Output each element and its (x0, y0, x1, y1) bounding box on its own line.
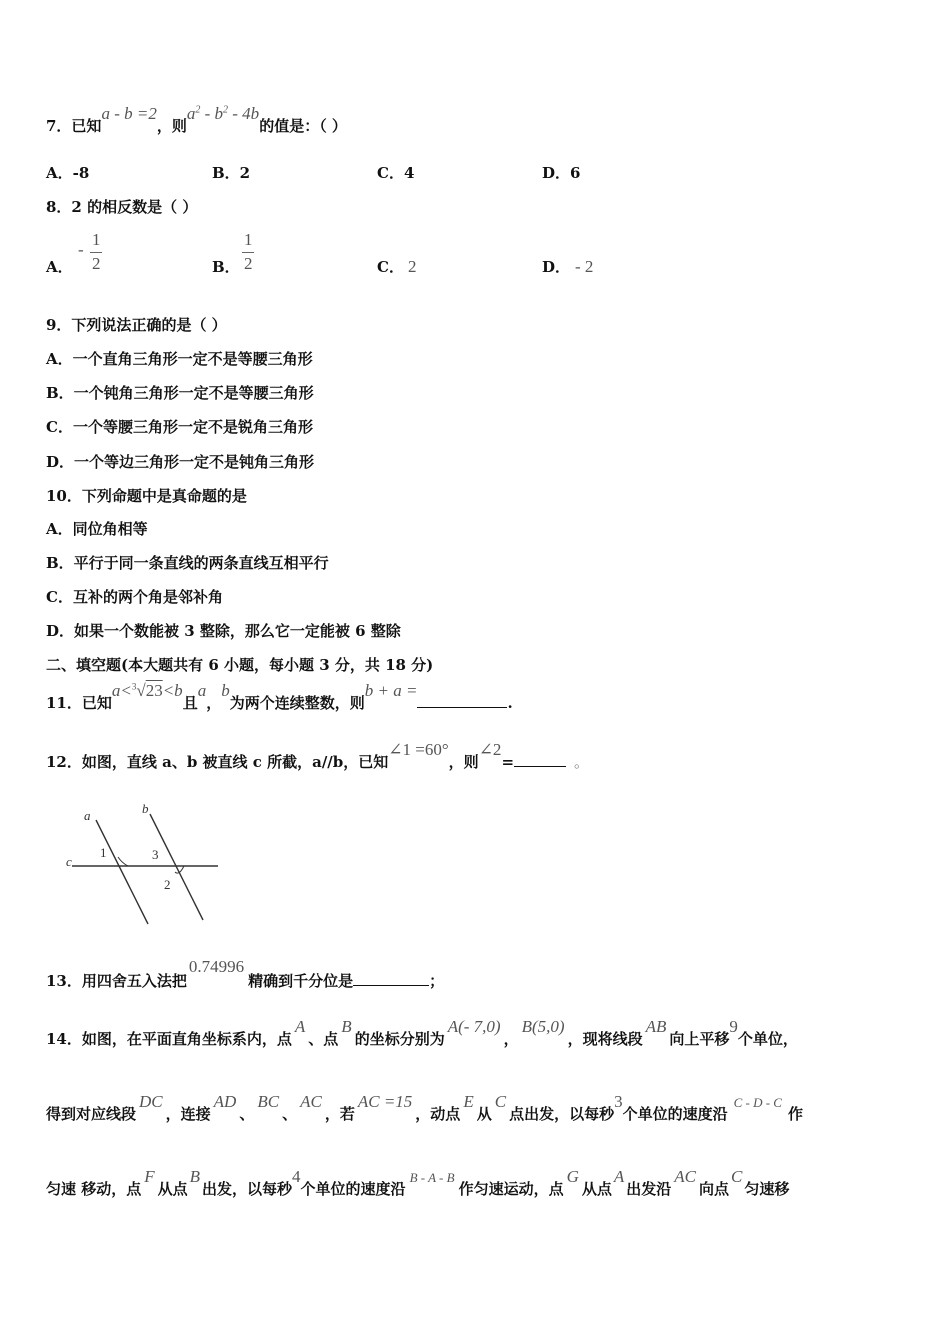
q8-a-sign: - (78, 240, 84, 259)
q14-nine: 9 (729, 1017, 738, 1036)
q7-expression (187, 104, 259, 123)
q14-l3-p6: 从点 (581, 1180, 612, 1198)
q7-suffix: 的值是：（ ） (259, 117, 347, 135)
q10-option-b: B．平行于同一条直线的两条直线互相平行 (46, 554, 329, 572)
q8-a-fraction-bar (90, 252, 102, 253)
q14-path-bab: B - A - B (409, 1170, 455, 1185)
q12-angle2: ∠2 (478, 740, 502, 759)
q11-ineq-b: <b (162, 681, 183, 700)
q14-line1 (46, 1017, 798, 1049)
q14-point-c: C (494, 1092, 507, 1111)
q11-and: 且 (182, 694, 198, 712)
q7-option-c: C．4 (377, 164, 415, 182)
q13-prefix: 13．用四舍五入法把 (46, 972, 187, 990)
q8-b-fraction-bar (242, 252, 254, 253)
q14-l2-p6: 点出发，以每秒 (509, 1105, 615, 1123)
q11-var-b: b (221, 681, 230, 700)
q8-option-d-value: - 2 (575, 257, 594, 276)
q8-b-denominator: 2 (244, 254, 253, 273)
q10-option-a: A．同位角相等 (46, 520, 148, 538)
q9-option-c: C．一个等腰三角形一定不是锐角三角形 (46, 418, 313, 436)
q14-comma: ， (503, 1030, 519, 1048)
q12-parallel-lines-figure (62, 800, 222, 928)
q14-point-e: E (463, 1092, 474, 1111)
q9-option-a: A．一个直角三角形一定不是等腰三角形 (46, 350, 313, 368)
label-b: b (142, 801, 149, 816)
q14-segment-ac-2: AC (674, 1167, 697, 1186)
q7-expr-sup1: 2 (195, 104, 201, 116)
q8-b-numerator: 1 (244, 230, 253, 249)
q13-answer-blank[interactable] (353, 971, 429, 986)
label-3: 3 (152, 847, 159, 862)
q14-line2 (46, 1092, 803, 1124)
q14-l2-p1: 得到对应线段 (46, 1105, 137, 1123)
q11-comma: ， (206, 694, 222, 712)
q7-condition: a - b =2 (101, 104, 157, 123)
q7-expr-sup2: 2 (223, 104, 229, 116)
q9-option-d: D．一个等边三角形一定不是钝角三角形 (46, 453, 315, 471)
line-b (150, 814, 203, 920)
q13-end: ； (429, 972, 445, 990)
q14-l3-p8: 向点 (699, 1180, 730, 1198)
q14-l3-p7: 出发沿 (626, 1180, 672, 1198)
q14-three: 3 (614, 1092, 623, 1111)
q8-option-c-value: 2 (408, 257, 417, 276)
q11-prefix: 11．已知 (46, 694, 112, 712)
q14-l2-p8: 作 (787, 1105, 803, 1123)
q12-end: 。 (574, 753, 590, 771)
q14-l3-p2: 从点 (157, 1180, 188, 1198)
q7-mid: ，则 (156, 117, 187, 135)
q14-four: 4 (292, 1167, 301, 1186)
q14-point-f: F (144, 1167, 155, 1186)
q12-prefix: 12．如图，直线 a、b 被直线 c 所截，a//b，已知 (46, 753, 389, 771)
label-1: 1 (100, 845, 107, 860)
q13-number: 0.74996 (188, 957, 245, 976)
q11-var-a: a (197, 681, 207, 700)
q14-l1-p3: ，现将线段 (567, 1030, 643, 1048)
q14-l2-p5: 从 (476, 1105, 492, 1123)
q11-mid: 为两个连续整数，则 (229, 694, 365, 712)
q12-answer-blank[interactable] (514, 752, 566, 767)
q7-expr-a: a (186, 104, 196, 123)
q12-angle1: ∠1 =60° (388, 740, 449, 759)
q11-end: . (507, 694, 513, 712)
q7-prefix: 7．已知 (46, 117, 102, 135)
q14-segment-ab: AB (645, 1017, 667, 1036)
q7-option-d: D．6 (542, 164, 581, 182)
q14-dun2: 、 (282, 1105, 298, 1123)
q14-l3-p4: 个单位的速度沿 (300, 1180, 406, 1198)
q14-l3-p1: 匀速 移动，点 (46, 1180, 142, 1198)
q14-segment-bc: BC (257, 1092, 280, 1111)
q14-l1-p1: 14．如图，在平面直角坐标系内，点 (46, 1030, 292, 1048)
q14-coord-b: B(5,0) (521, 1017, 565, 1036)
q11-answer-blank[interactable] (417, 693, 507, 708)
q13-suffix: 精确到千分位是 (248, 972, 354, 990)
q14-l1-p4: 向上平移 (669, 1030, 730, 1048)
q11-radicand: 23 (145, 681, 163, 700)
q8-a-numerator: 1 (92, 230, 101, 249)
q14-segment-dc: DC (139, 1092, 163, 1111)
q12-mid: ，则 (448, 753, 479, 771)
q8-stem: 8．2 的相反数是（ ） (46, 198, 198, 216)
q13-line (46, 957, 445, 991)
q14-l1-p5: 个单位， (737, 1030, 798, 1048)
q14-ac-length: AC =15 (357, 1092, 413, 1111)
q11-expression: b + a = (364, 681, 418, 700)
q7-option-b: B．2 (212, 164, 251, 182)
q14-l3-p9: 匀速移 (744, 1180, 790, 1198)
q11-line (46, 681, 513, 713)
q14-coord-a: A(- 7,0) (447, 1017, 501, 1036)
section2-heading: 二、填空题(本大题共有 6 小题，每小题 3 分，共 18 分) (46, 656, 434, 674)
angle1-arc (118, 857, 128, 866)
q14-segment-ac: AC (300, 1092, 322, 1111)
q8-option-a-label: A． (46, 258, 73, 276)
q14-l1-p2: 的坐标分别为 (354, 1030, 445, 1048)
q14-point-b-2: B (189, 1167, 201, 1186)
q14-line3 (46, 1167, 790, 1199)
q14-l3-p3: 出发，以每秒 (202, 1180, 293, 1198)
q12-eq: = (501, 753, 515, 771)
q14-l2-p2: ，连接 (165, 1105, 211, 1123)
q11-ineq-a: a< (111, 681, 132, 700)
q14-segment-ad: AD (213, 1092, 237, 1111)
q7-expr-c: - 4b (228, 104, 260, 123)
q7-expr-b: - b (200, 104, 224, 123)
q10-stem: 10．下列命题中是真命题的是 (46, 487, 247, 505)
q7-line (46, 104, 347, 136)
q14-l1-sep: 、点 (308, 1030, 339, 1048)
label-c: c (66, 854, 72, 869)
q14-dun1: 、 (239, 1105, 255, 1123)
q14-point-b: B (341, 1017, 352, 1036)
q14-l3-p5: 作匀速运动，点 (458, 1180, 564, 1198)
label-2: 2 (164, 877, 171, 892)
q7-option-a: A．-8 (46, 164, 90, 182)
q14-point-a-2: A (613, 1167, 625, 1186)
q14-point-c-2: C (731, 1167, 743, 1186)
q11-root-index: 3 (131, 681, 137, 692)
q12-line (46, 740, 590, 772)
q14-path-cdc: C - D - C (733, 1095, 782, 1110)
q14-l2-p7: 个单位的速度沿 (622, 1105, 728, 1123)
q14-l2-p4: ，动点 (415, 1105, 461, 1123)
q11-inequality: a<$^3$√23<b (111, 681, 183, 700)
q8-a-denominator: 2 (92, 254, 101, 273)
q8-option-c-label: C． (377, 258, 404, 276)
q14-l2-p3: ，若 (324, 1105, 355, 1123)
q8-option-b-label: B． (212, 258, 240, 276)
q10-option-c: C．互补的两个角是邻补角 (46, 588, 223, 606)
label-a: a (84, 808, 91, 823)
q14-point-a: A (294, 1017, 306, 1036)
line-a (96, 820, 148, 924)
q14-point-g: G (566, 1167, 579, 1186)
q8-option-d-label: D． (542, 258, 571, 276)
q10-option-d: D．如果一个数能被 3 整除，那么它一定能被 6 整除 (46, 622, 401, 640)
q9-option-b: B．一个钝角三角形一定不是等腰三角形 (46, 384, 314, 402)
q9-stem: 9．下列说法正确的是（ ） (46, 316, 227, 334)
